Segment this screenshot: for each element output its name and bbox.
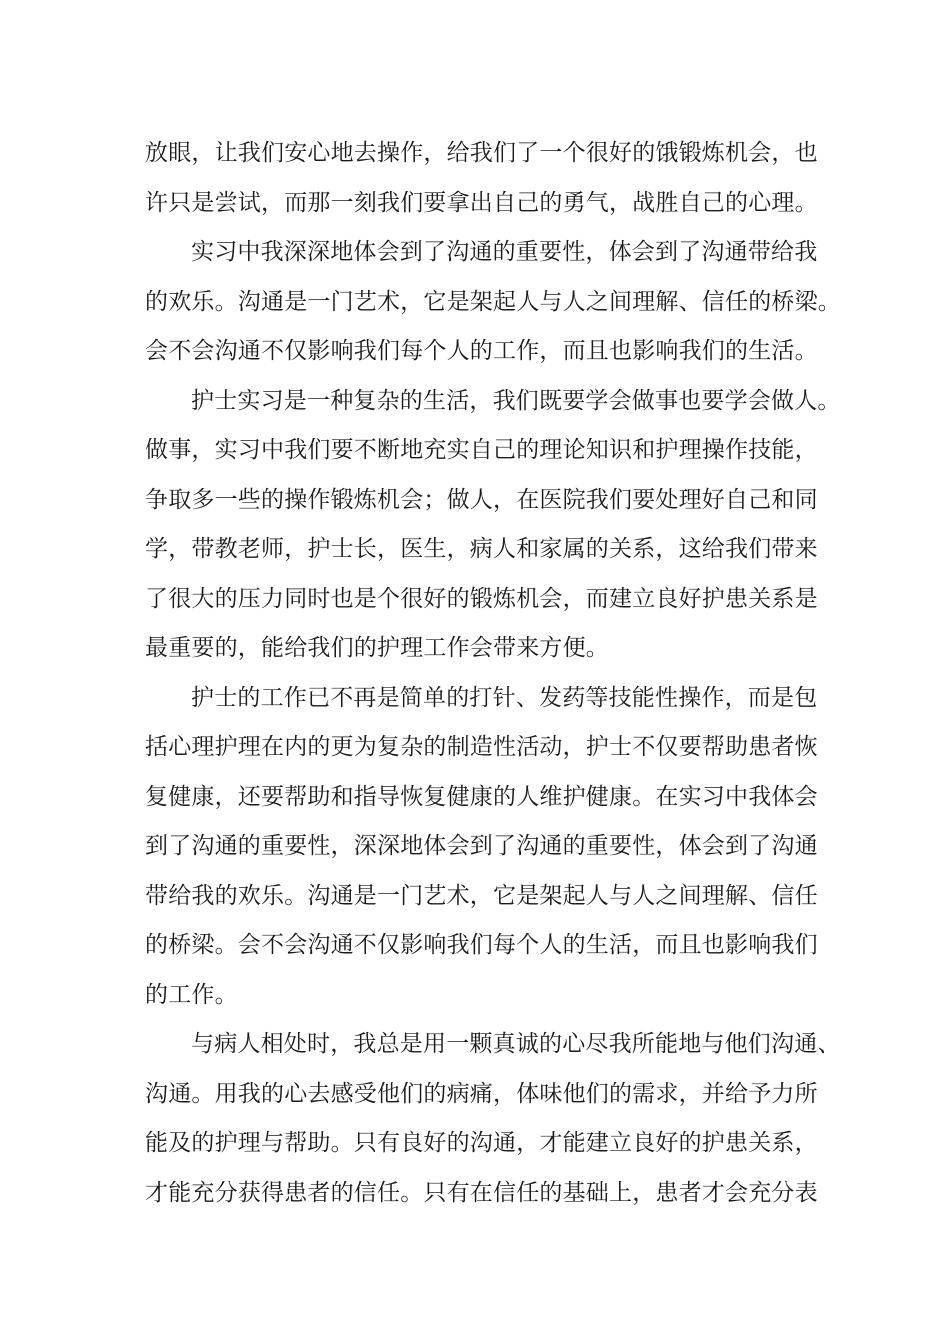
paragraph-4 [145,674,835,1021]
text-line: 沟通。用我的心去感受他们的病痛，体味他们的需求，并给予力所 [145,1080,818,1107]
text-line: 能及的护理与帮助。只有良好的沟通，才能建立良好的护患关系， [145,1130,818,1156]
text-line: 会不会沟通不仅影响我们每个人的工作，而且也影响我们的生活。 [145,338,818,364]
body-text [145,129,841,1218]
text-line: 做事，实习中我们要不断地充实自己的理论知识和护理操作技能， [145,437,818,463]
text-line: 复健康，还要帮助和指导恢复健康的人维护健康。在实习中我体会 [145,783,818,810]
text-line: 了很大的压力同时也是个很好的锻炼机会，而建立良好护患关系是 [145,585,818,612]
text-line: 学，带教老师，护士长，医生，病人和家属的关系，这给我们带来 [145,536,818,562]
text-line: 放眼，让我们安心地去操作，给我们了一个很好的饿锻炼机会，也 [145,140,818,166]
text-line: 的欢乐。沟通是一门艺术，它是架起人与人之间理解、信任的桥梁。 [145,288,841,315]
paragraph-3 [145,377,841,674]
text-line: 才能充分获得患者的信任。只有在信任的基础上，患者才会充分表 [145,1179,818,1206]
text-line: 许只是尝试，而那一刻我们要拿出自己的勇气，战胜自己的心理。 [145,189,818,216]
text-line: 的工作。 [145,981,238,1008]
text-line: 争取多一些的操作锻炼机会；做人，在医院我们要处理好自己和同 [145,486,818,513]
paragraph-2 [145,228,841,377]
text-line: 的桥梁。会不会沟通不仅影响我们每个人的生活，而且也影响我们 [145,932,818,958]
text-line: 最重要的，能给我们的护理工作会带来方便。 [145,635,609,661]
text-line: 括心理护理在内的更为复杂的制造性活动，护士不仅要帮助患者恢 [145,734,818,760]
text-line: 带给我的欢乐。沟通是一门艺术，它是架起人与人之间理解、信任 [145,882,818,909]
text-line: 护士实习是一种复杂的生活，我们既要学会做事也要学会做人。 [191,387,841,414]
text-line: 实习中我深深地体会到了沟通的重要性，体会到了沟通带给我 [191,239,818,265]
text-line: 到了沟通的重要性，深深地体会到了沟通的重要性，体会到了沟通 [145,833,818,859]
paragraph-5 [145,1020,841,1218]
paragraph-1 [145,129,835,228]
text-line: 护士的工作已不再是简单的打针、发药等技能性操作，而是包 [191,684,818,711]
text-line: 与病人相处时，我总是用一颗真诚的心尽我所能地与他们沟通、 [191,1031,841,1057]
